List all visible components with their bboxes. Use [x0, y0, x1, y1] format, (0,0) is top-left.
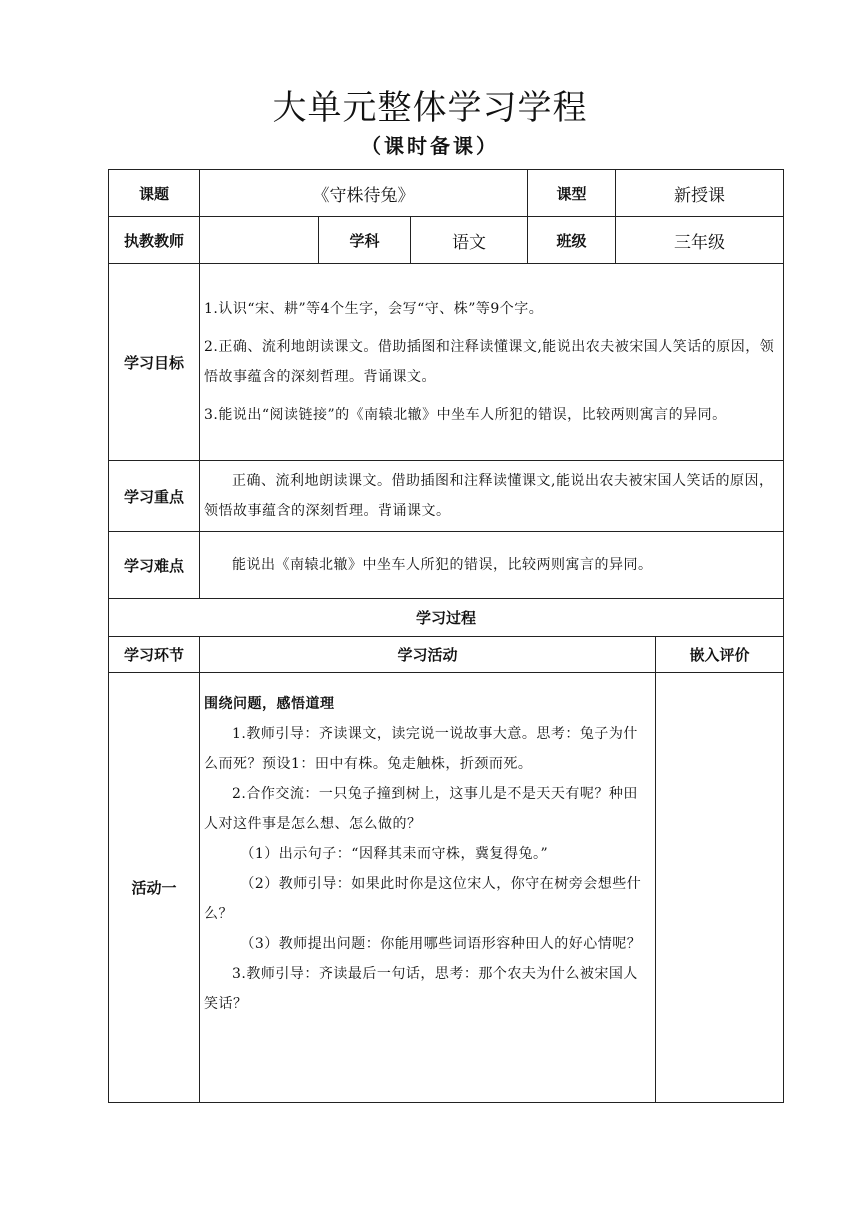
goal-item: 1.认识“宋、耕”等4个生字，会写“守、株”等9个字。 [204, 301, 544, 317]
class-value: 三年级 [616, 217, 784, 264]
lesson-type-value: 新授课 [616, 170, 784, 217]
goals-label: 学习目标 [109, 264, 200, 461]
process-header-row [109, 599, 784, 637]
activity-one-row [109, 673, 784, 1103]
key-points-row [109, 461, 784, 532]
key-points-content [200, 461, 784, 532]
difficulties-row [109, 532, 784, 599]
teacher-value [200, 217, 319, 264]
activity-heading: 围绕问题，感悟道理 [204, 696, 335, 712]
activity-line: 2.合作交流：一只兔子撞到树上，这事儿是不是天天有呢？种田人对这件事是怎么想、怎么做的？ [204, 786, 638, 832]
teacher-row [109, 217, 784, 264]
document-subtitle: （课时备课） [361, 134, 499, 158]
topic-row [109, 170, 784, 217]
goal-item: 3.能说出“阅读链接”的《南辕北辙》中坐车人所犯的错误，比较两则寓言的异同。 [204, 407, 727, 423]
activity-stage-label: 活动一 [109, 673, 200, 1103]
goal-item: 2.正确、流利地朗读课文。借助插图和注释读懂课文,能说出农夫被宋国人笑话的原因，领悟故事蕴含的深刻哲理。背诵课文。 [204, 339, 775, 385]
subject-value: 语文 [411, 217, 528, 264]
difficulties-label: 学习难点 [109, 532, 200, 599]
difficulties-content [200, 532, 784, 599]
process-header: 学习过程 [109, 599, 784, 637]
activity-line: （3）教师提出问题：你能用哪些词语形容种田人的好心情呢？ [240, 936, 642, 952]
evaluation-cell [656, 673, 784, 1103]
activity-content [200, 673, 656, 1103]
class-label: 班级 [528, 217, 616, 264]
lesson-type-label: 课型 [528, 170, 616, 217]
evaluation-column-header: 嵌入评价 [656, 637, 784, 673]
goals-content [200, 264, 784, 461]
activity-line: （1）出示句子：“因释其耒而守株，冀复得兔。” [240, 846, 549, 862]
document-title: 大单元整体学习学程 [272, 88, 588, 128]
teacher-label: 执教教师 [109, 217, 200, 264]
topic-label: 课题 [109, 170, 200, 217]
process-columns-row [109, 637, 784, 673]
activity-line: 3.教师引导：齐读最后一句话，思考：那个农夫为什么被宋国人笑话？ [204, 966, 638, 1012]
stage-column-header: 学习环节 [109, 637, 200, 673]
activity-line: 1.教师引导：齐读课文，读完说一说故事大意。思考：兔子为什么而死？预设1：田中有株。兔走触株，折颈而死。 [204, 726, 638, 772]
key-points-text: 正确、流利地朗读课文。借助插图和注释读懂课文,能说出农夫被宋国人笑话的原因，领悟故事蕴含的深刻哲理。背诵课文。 [204, 473, 774, 519]
topic-value: 《守株待兔》 [200, 170, 528, 217]
subject-label: 学科 [319, 217, 411, 264]
lesson-plan-table [108, 169, 784, 1103]
activity-line: （2）教师引导：如果此时你是这位宋人，你守在树旁会想些什么？ [204, 876, 642, 922]
difficulties-text: 能说出《南辕北辙》中坐车人所犯的错误，比较两则寓言的异同。 [232, 557, 653, 573]
goals-row [109, 264, 784, 461]
activity-column-header: 学习活动 [200, 637, 656, 673]
key-points-label: 学习重点 [109, 461, 200, 532]
